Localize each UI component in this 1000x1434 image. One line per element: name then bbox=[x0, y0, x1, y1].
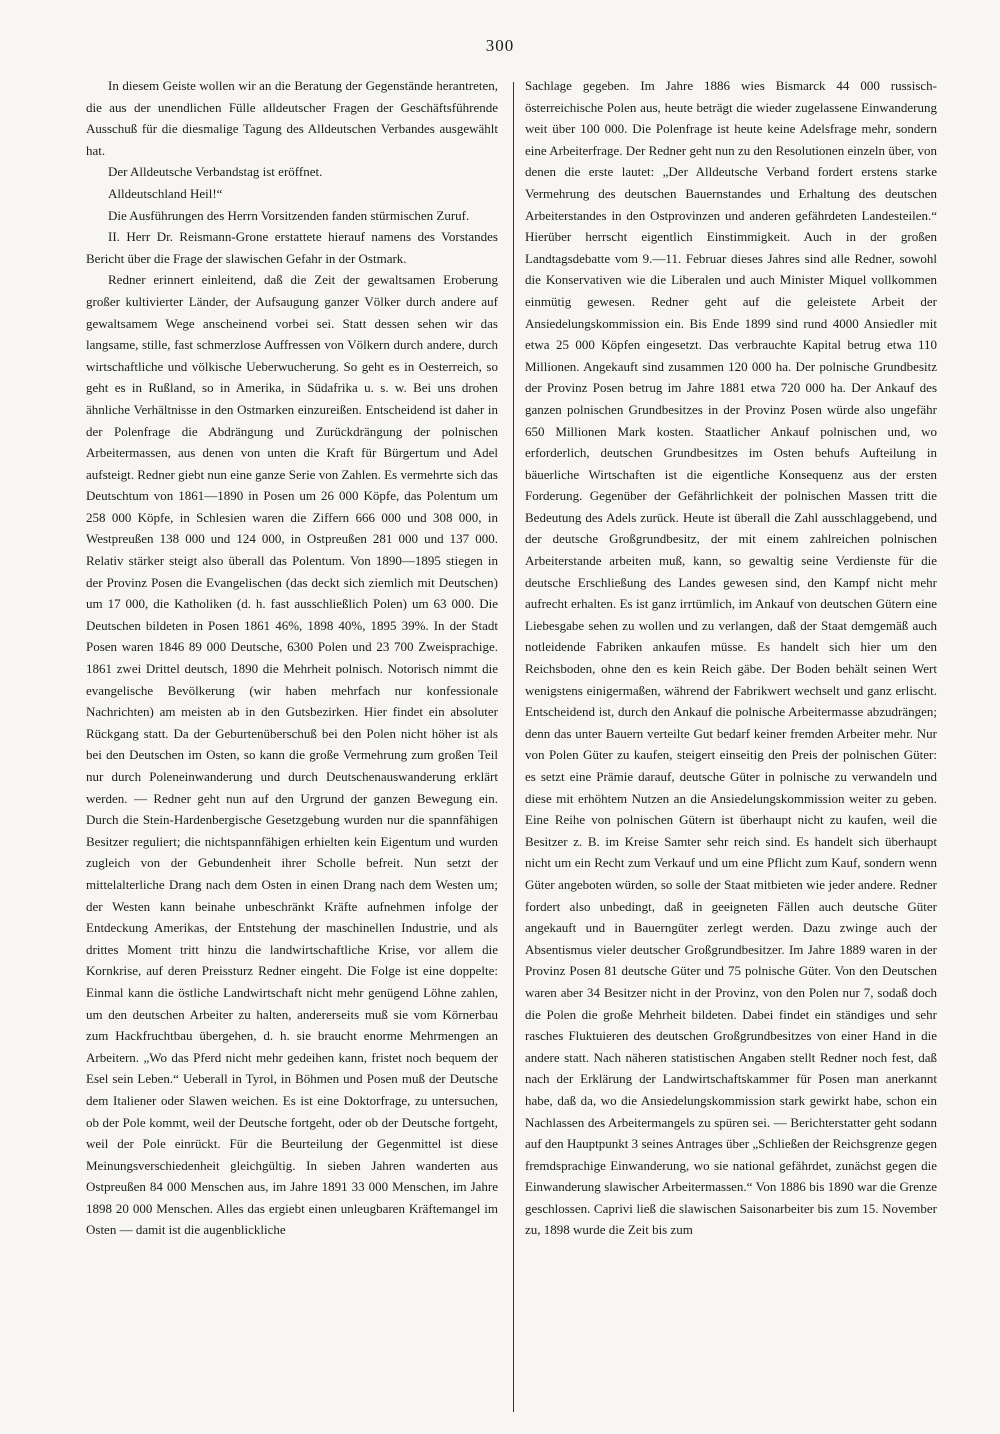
paragraph: In diesem Geiste wollen wir an die Beratung der Gegenstände herantreten, die aus der unendlichen Fülle alldeutscher Fragen der Geschäftsführende Ausschuß für die diesmalige Tagung des Alldeutschen Verbandes ausgewählt hat. bbox=[86, 78, 498, 158]
paragraph: Sachlage gegeben. Im Jahre 1886 wies Bismarck 44 000 russisch-österreichische Polen aus, heute beträgt die wieder zugelassene Einwanderung weit über 100 000. Die Polenfrage ist heute keine Adelsfrage mehr, sondern eine Arbeiterfrage. Der Redner geht nun zu den Resolutionen einzeln über, von denen die erste lautet: „Der Alldeutsche Verband fordert erstens starke Vermehrung des deutschen Bauernstandes und Erhaltung des deutschen Arbeiterstandes in den Ostprovinzen und anderen gefährdeten Landesteilen.“ Hierüber herrscht eigentlich Einstimmigkeit. Auch in der großen Landtagsdebatte vom 9.—11. Februar dieses Jahres sind alle Redner, sowohl die Konservativen wie die Liberalen und auch Minister Miquel vollkommen einmütig gewesen. Redner geht auf die geleistete Arbeit der Ansiedelungskommission ein. Bis Ende 1899 sind rund 4000 Ansiedler mit etwa 25 000 Köpfen eingesetzt. Das verbrauchte Kapital betrug etwa 110 Millionen. Angekauft sind zusammen 120 000 ha. Der polnische Grundbesitz der Provinz Posen betrug im Jahre 1881 etwa 720 000 ha. Der Ankauf des ganzen polnischen Grundbesitzes in der Provinz Posen würde also ungefähr 650 Millionen Mark kosten. Staatlicher Ankauf polnischen und, wo erforderlich, deutschen Grundbesitzes im Osten behufs Aufteilung in bäuerliche Wirtschaften ist die eigentliche Konsequenz aus der ersten Forderung. Gegenüber der Gefährlichkeit der polnischen Massen tritt die Bedeutung des Adels zurück. Heute ist überall die Zahl ausschlaggebend, und der deutsche Großgrundbesitz, der mit einem zahlreichen polnischen Arbeiterstande arbeiten muß, kann, so gewaltig seine Verdienste für die deutsche Erschließung des Landes gewesen sind, den Kampf nicht mehr aufrecht erhalten. Es ist ganz irrtümlich, im Ankauf von deutschen Gütern eine Liebesgabe sehen zu wollen und zu verlangen, daß der Staat demgemäß auch notleidende Fabriken ankaufen müsse. Es handelt sich hier um den Reichsboden, ohne den es kein Reich gäbe. Der Boden behält seinen Wert wenigstens einigermaßen, während der Fabrikwert wechselt und ganz erlischt. Entscheidend ist, durch den Ankauf die polnische Arbeitermasse abzudrängen; denn das unter Bauern verteilte Gut bedarf keiner fremden Arbeiter mehr. Nur von Polen Güter zu kaufen, steigert einseitig den Preis der polnischen Güter: es setzt eine Prämie darauf, deutsche Güter in polnische zu verwandeln und diese mit erhöhtem Nutzen an die Ansiedelungskommission weiter zu geben. Eine Reihe von polnischen Gütern ist überhaupt nicht zu kaufen, weil die Besitzer z. B. im Kreise Samter sehr reich sind. Es handelt sich überhaupt nicht um ein Recht zum Verkauf und um eine Pflicht zum Kauf, sondern wenn Güter angeboten würden, so solle der Staat mitbieten wie jeder andere. Redner fordert also unbedingt, daß in geeigneten Fällen auch deutsche Güter angekauft und in Bauerngüter zerlegt werden. Dazu zwinge auch der Absentismus vieler deutscher Großgrundbesitzer. Im Jahre 1889 waren in der Provinz Posen 81 deutsche Güter und 75 polnische Güter. Von den Deutschen waren aber 34 Besitzer nicht in der Provinz, von den Polen nur 7, sodaß doch die Polen die große Mehrheit bildeten. Dabei findet ein ständiges und sehr rasches Fluktuieren des deutschen Großgrundbesitzes von einer Hand in die andere statt. Nach näheren statistischen Angaben stellt Redner noch fest, daß nach der Erklärung der Landwirtschaftskammer für Posen man anerkannt habe, daß da, wo die Ansiedelungskommission stark gewirkt habe, schon ein Nachlassen des Arbeitermangels zu spüren sei. — Berichterstatter geht sodann auf den Hauptpunkt 3 seines Antrages über „Schließen der Reichsgrenze gegen fremdsprachige Einwanderung, wo sie national gefährdet, zunächst gegen die Einwanderung slawischer Arbeitermassen.“ Von 1886 bis 1890 war die Grenze geschlossen. Caprivi ließ die slawischen Saisonarbeiter bis zum 15. November zu, 1898 wurde die Zeit bis zum bbox=[525, 78, 937, 1238]
column-divider bbox=[513, 82, 514, 1412]
left-column bbox=[86, 75, 498, 1241]
paragraph: Alldeutschland Heil!“ bbox=[108, 185, 223, 201]
right-column bbox=[525, 75, 937, 1241]
paragraph: Die Ausführungen des Herrn Vorsitzenden fanden stürmischen Zuruf. bbox=[108, 207, 470, 223]
page-number: 300 bbox=[485, 36, 515, 55]
paragraph: II. Herr Dr. Reismann-Grone erstattete hierauf namens des Vorstandes Bericht über die Frage der slawischen Gefahr in der Ostmark. bbox=[86, 229, 498, 266]
paragraph: Redner erinnert einleitend, daß die Zeit der gewaltsamen Eroberung großer kultivierter Länder, der Aufsaugung ganzer Völker durch andere auf gewaltsamem Wege anscheinend vorbei sei. Statt dessen sehen wir das langsame, stille, fast schmerzlose Auffressen von Völkern durch andere, durch wirtschaftliche und völkische Ueberwucherung. So geht es in Oesterreich, so geht es in Rußland, so in Amerika, in Südafrika u. s. w. Bei uns drohen ähnliche Verhältnisse in den Ostmarken einzureißen. Entscheidend ist daher in der Polenfrage die Abdrängung und Zurückdrängung der polnischen Arbeitermassen, aus denen von unten die Kraft für Bürgertum und Adel aufsteigt. Redner giebt nun eine ganze Serie von Zahlen. Es vermehrte sich das Deutschtum von 1861—1890 in Posen um 26 000 Köpfe, das Polentum um 258 000 Köpfe, in Schlesien waren die Ziffern 666 000 und 308 000, in Westpreußen 138 000 und 124 000, in Ostpreußen 281 000 und 137 000. Relativ stärker steigt also überall das Polentum. Von 1890—1895 stiegen in der Provinz Posen die Evangelischen (das deckt sich ziemlich mit Deutschen) um 17 000, die Katholiken (d. h. fast ausschließlich Polen) um 63 000. Die Deutschen bildeten in Posen 1861 46%, 1898 40%, 1895 39%. In der Stadt Posen waren 1846 89 000 Deutsche, 6300 Polen und 23 700 Zweisprachige. 1861 zwei Drittel deutsch, 1890 die Mehrheit polnisch. Notorisch nimmt die evangelische Bevölkerung (wir haben mehrfach nur konfessionale Nachrichten) am meisten ab in den Gutsbezirken. Hier findet ein absoluter Rückgang statt. Da der Geburtenüberschuß bei den Polen nicht höher ist als bei den Deutschen im Osten, so kann die große Vermehrung zum großen Teil nur durch Poleneinwanderung und durch Deutschenauswanderung erklärt werden. — Redner geht nun auf den Urgrund der ganzen Bewegung ein. Durch die Stein-Hardenbergische Gesetzgebung wurden nur die spannfähigen Besitzer reguliert; die nichtspannfähigen erhielten kein Eigentum und wurden zugleich von der Gebundenheit ihrer Scholle befreit. Nun setzt der mittelalterliche Drang nach dem Osten in einen Drang nach dem Westen um; der Westen kann beinahe unbeschränkt Kräfte aufnehmen infolge der Entdeckung Amerikas, der Entstehung der maschinellen Industrie, und als drittes Moment tritt hinzu die landwirtschaftliche Krise, vor allem die Kornkrise, auf deren Preissturz Redner eingeht. Die Folge ist eine doppelte: Einmal kann die östliche Landwirtschaft nicht mehr genügend Löhne zahlen, um den deutschen Arbeiter zu halten, andererseits muß sie vom Körnerbau zum Hackfruchtbau übergehen, d. h. sie braucht enorme Mehrmengen an Arbeitern. „Wo das Pferd nicht mehr gedeihen kann, fristet noch bequem der Esel sein Leben.“ Ueberall in Tyrol, in Böhmen und Posen muß der Deutsche dem Italiener oder Slawen weichen. Es ist eine Doktorfrage, zu untersuchen, ob der Pole kommt, weil der Deutsche fortgeht, oder ob der Deutsche fortgeht, weil der Pole einrückt. Für die Beurteilung der Gegenmittel ist diese Meinungsverschiedenheit gleichgültig. In sieben Jahren wanderten aus Ostpreußen 84 000 Menschen aus, im Jahre 1891 33 000 Menschen, im Jahre 1898 20 000 Menschen. Alles das ergiebt einen unleugbaren Kräftemangel im Osten — damit ist die augenblickliche bbox=[86, 272, 498, 1238]
paragraph: Der Alldeutsche Verbandstag ist eröffnet. bbox=[108, 164, 323, 180]
